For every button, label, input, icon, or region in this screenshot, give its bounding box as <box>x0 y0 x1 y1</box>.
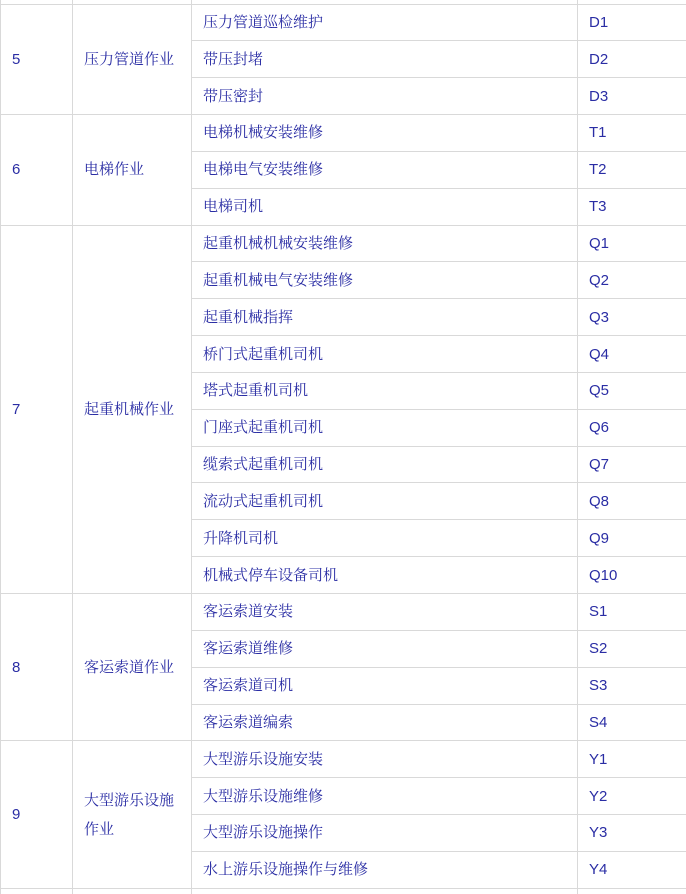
partial-cell <box>192 888 578 894</box>
item-code-cell: T2 <box>578 151 686 188</box>
item-code-cell: Q4 <box>578 336 686 373</box>
item-code-cell: Q5 <box>578 372 686 409</box>
item-code-cell: Y4 <box>578 851 686 888</box>
item-name-cell: 起重机械电气安装维修 <box>192 262 578 299</box>
item-name-cell: 电梯机械安装维修 <box>192 115 578 152</box>
item-code-cell: S4 <box>578 704 686 741</box>
item-name-cell: 流动式起重机司机 <box>192 483 578 520</box>
item-name-cell: 起重机械指挥 <box>192 299 578 336</box>
group-number-cell: 6 <box>1 115 73 226</box>
item-name-cell: 水上游乐设施操作与维修 <box>192 851 578 888</box>
item-code-cell: Q2 <box>578 262 686 299</box>
group-category-cell: 电梯作业 <box>73 115 192 226</box>
item-code-cell: Q6 <box>578 409 686 446</box>
partial-cell <box>578 888 686 894</box>
item-code-cell: S2 <box>578 630 686 667</box>
item-code-cell: D2 <box>578 41 686 78</box>
item-name-cell: 升降机司机 <box>192 520 578 557</box>
item-name-cell: 客运索道维修 <box>192 630 578 667</box>
item-name-cell: 客运索道编索 <box>192 704 578 741</box>
item-name-cell: 起重机械机械安装维修 <box>192 225 578 262</box>
table-row <box>1 741 686 778</box>
item-name-cell: 塔式起重机司机 <box>192 372 578 409</box>
item-name-cell: 客运索道安装 <box>192 594 578 631</box>
group-number-cell: 9 <box>1 741 73 888</box>
item-code-cell: Q8 <box>578 483 686 520</box>
item-code-cell: T3 <box>578 188 686 225</box>
group-category-cell: 大型游乐设施作业 <box>73 741 192 888</box>
group-category-cell: 客运索道作业 <box>73 594 192 741</box>
item-name-cell: 缆索式起重机司机 <box>192 446 578 483</box>
item-code-cell: T1 <box>578 115 686 152</box>
item-name-cell: 带压密封 <box>192 78 578 115</box>
item-code-cell: Q7 <box>578 446 686 483</box>
item-name-cell: 大型游乐设施安装 <box>192 741 578 778</box>
table-row <box>1 115 686 152</box>
table-row <box>1 225 686 262</box>
item-name-cell: 压力管道巡检维护 <box>192 4 578 41</box>
group-category-cell: 起重机械作业 <box>73 225 192 593</box>
item-code-cell: Y2 <box>578 778 686 815</box>
item-code-cell: Q3 <box>578 299 686 336</box>
item-code-cell: S3 <box>578 667 686 704</box>
group-number-cell: 5 <box>1 4 73 115</box>
item-code-cell: S1 <box>578 594 686 631</box>
category-table-body <box>1 0 686 894</box>
group-number-cell: 7 <box>1 225 73 593</box>
item-name-cell: 桥门式起重机司机 <box>192 336 578 373</box>
item-code-cell: Q9 <box>578 520 686 557</box>
item-name-cell: 客运索道司机 <box>192 667 578 704</box>
item-code-cell: D3 <box>578 78 686 115</box>
group-category-cell: 压力管道作业 <box>73 4 192 115</box>
item-name-cell: 电梯司机 <box>192 188 578 225</box>
item-name-cell: 带压封堵 <box>192 41 578 78</box>
item-code-cell: Q10 <box>578 557 686 594</box>
item-name-cell: 大型游乐设施操作 <box>192 815 578 852</box>
item-name-cell: 电梯电气安装维修 <box>192 151 578 188</box>
table-row <box>1 594 686 631</box>
table-row <box>1 4 686 41</box>
item-code-cell: Q1 <box>578 225 686 262</box>
item-code-cell: Y3 <box>578 815 686 852</box>
partial-row-bottom <box>1 888 686 894</box>
item-name-cell: 机械式停车设备司机 <box>192 557 578 594</box>
item-code-cell: Y1 <box>578 741 686 778</box>
partial-cell <box>1 888 73 894</box>
partial-cell <box>73 888 192 894</box>
group-number-cell: 8 <box>1 594 73 741</box>
item-code-cell: D1 <box>578 4 686 41</box>
item-name-cell: 大型游乐设施维修 <box>192 778 578 815</box>
item-name-cell: 门座式起重机司机 <box>192 409 578 446</box>
